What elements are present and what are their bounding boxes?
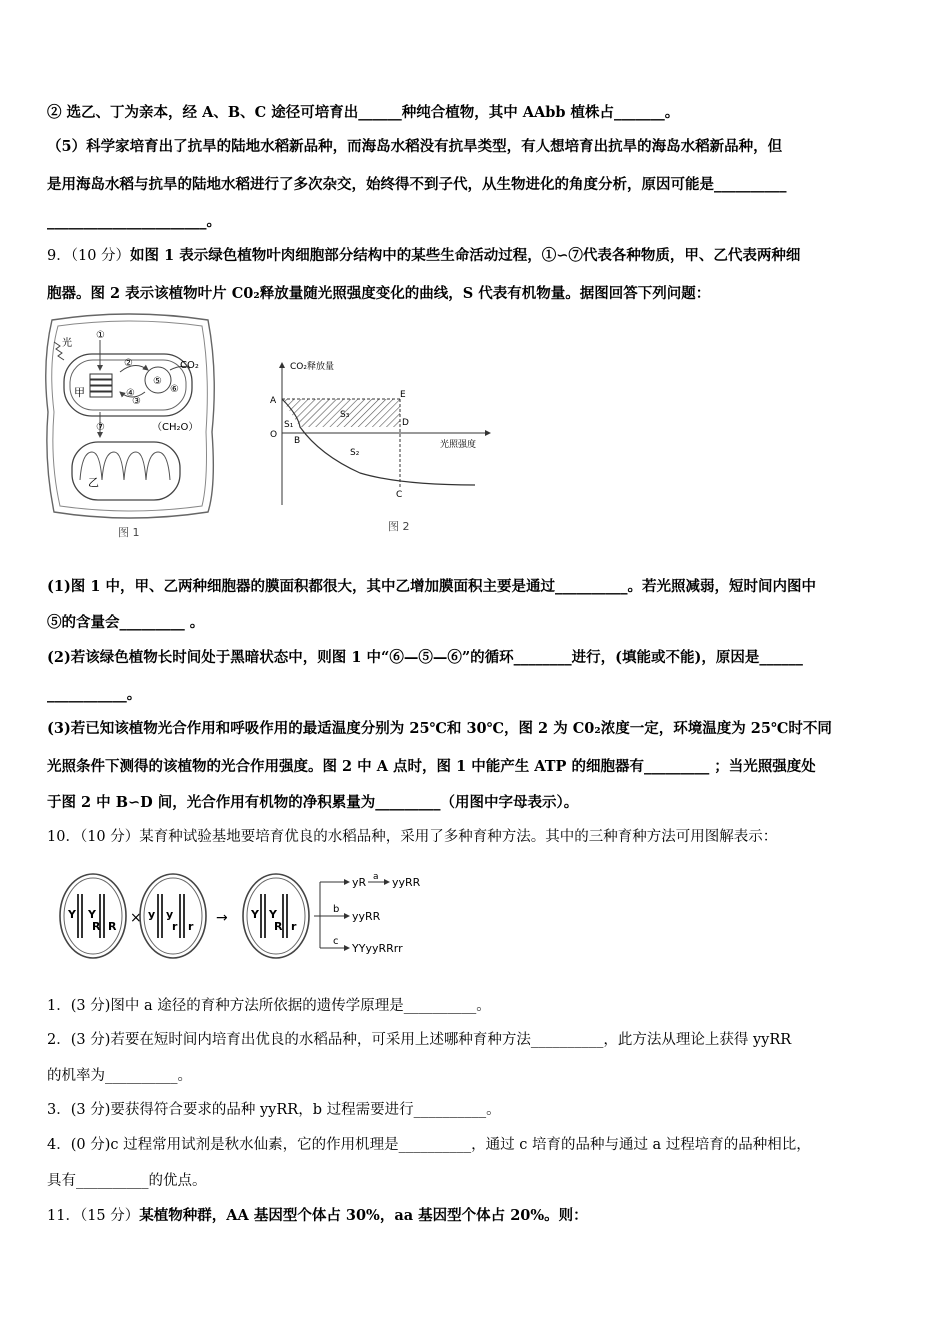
- label-6: ⑥: [170, 384, 179, 395]
- genotype-YYyyRRrr: YYyyRRrr: [352, 942, 403, 955]
- allele-R: R: [92, 920, 101, 933]
- allele-Y: Y: [251, 908, 259, 921]
- allele-y: y: [148, 908, 156, 921]
- area-S1: S₁: [284, 420, 294, 430]
- point-O: O: [270, 430, 278, 440]
- arrow-to-f1: →: [216, 910, 228, 926]
- allele-y: y: [166, 908, 174, 921]
- text-line: ② 选乙、丁为亲本，经 A、B、C 途径可培育出______种纯合植物，其中 AAbb 植株占_______。: [47, 104, 680, 121]
- question-9-stem: [47, 246, 800, 266]
- question-10-part-3: 3．(3 分)要获得符合要求的品种 yyRR，b 过程需要进行__________。: [47, 1102, 501, 1118]
- text-line: ⑤的含量会_________ 。: [47, 614, 205, 631]
- figure-1-cell-diagram: [40, 312, 220, 542]
- path-b-label: b: [333, 904, 340, 915]
- genotype-yyRR: yyRR: [392, 876, 421, 889]
- text-line: ______________________。: [47, 213, 221, 230]
- label-7: ⑦: [96, 422, 105, 433]
- y-axis-label: CO₂释放量: [290, 362, 334, 372]
- text-line: 光照条件下测得的该植物的光合作用强度。图 2 中 A 点时，图 1 中能产生 ATP 的细胞器有_________ ；当光照强度处: [47, 758, 816, 775]
- allele-Y: Y: [88, 908, 96, 921]
- text-line: (3)若已知该植物光合作用和呼吸作用的最适温度分别为 25℃和 30℃，图 2 为 C0₂浓度一定，环境温度为 25℃时不同: [47, 720, 832, 737]
- figure-2-caption: 图 2: [388, 520, 410, 533]
- genotype-yyRR: yyRR: [352, 910, 381, 923]
- jia-label: 甲: [74, 386, 85, 399]
- text-line: 的机率为__________。: [47, 1068, 192, 1084]
- allele-Y: Y: [68, 908, 76, 921]
- text-line: (2)若该绿色植物长时间处于黑暗状态中，则图 1 中“⑥—⑤—⑥”的循环________进行，(填能或不能)，原因是______: [47, 649, 803, 666]
- label-2: ②: [124, 358, 133, 369]
- point-D: D: [402, 418, 409, 428]
- text-line: (1)图 1 中，甲、乙两种细胞器的膜面积都很大，其中乙增加膜面积主要是通过__________。若光照减弱，短时间内图中: [47, 578, 816, 595]
- area-S2: S₂: [350, 448, 360, 458]
- x-axis-label: 光照强度: [440, 440, 477, 450]
- light-label: 光: [62, 338, 72, 349]
- question-11-stem: [47, 1206, 588, 1226]
- cross-symbol: ×: [130, 910, 142, 926]
- figure-3-breeding-diagram: [58, 868, 438, 968]
- question-10-stem: 10．（10 分）某育种试验基地要培育优良的水稻品种，采用了多种育种方法。其中的三种育种方法可用图解表示：: [47, 829, 778, 845]
- path-c-label: c: [333, 936, 339, 947]
- text-line: （5）科学家培育出了抗旱的陆地水稻新品种，而海岛水稻没有抗旱类型，有人想培育出抗旱的海岛水稻新品种，但: [47, 138, 783, 155]
- allele-y: Y: [269, 908, 277, 921]
- point-E: E: [400, 390, 406, 400]
- question-text: 某植物种群，AA 基因型个体占 30%，aa 基因型个体占 20%。则：: [139, 1207, 588, 1224]
- label-1: ①: [96, 330, 105, 341]
- allele-R: R: [274, 920, 283, 933]
- allele-r: r: [291, 920, 297, 933]
- label-5: ⑤: [153, 376, 162, 387]
- ch2o-label: （CH₂O）: [152, 422, 199, 433]
- label-4: ④: [126, 388, 135, 399]
- text-line: 具有__________的优点。: [47, 1173, 207, 1189]
- point-A: A: [270, 396, 277, 406]
- label-3: ③: [132, 396, 141, 407]
- allele-R: R: [108, 920, 117, 933]
- allele-r: r: [172, 920, 178, 933]
- question-10-part-4: 4．(0 分)c 过程常用试剂是秋水仙素，它的作用机理是__________，通过 c 培育的品种与通过 a 过程培育的品种相比，: [47, 1137, 811, 1153]
- text-line: 胞器。图 2 表示该植物叶片 C0₂释放量随光照强度变化的曲线，S 代表有机物量。据图回答下列问题：: [47, 285, 711, 302]
- question-number: 11．（15 分）: [47, 1208, 140, 1224]
- area-S3: S₃: [340, 410, 350, 420]
- point-C: C: [396, 490, 403, 500]
- genotype-yR: yR: [352, 876, 367, 889]
- figure-2-co2-curve: [260, 355, 500, 540]
- question-10-part-2: 2．(3 分)若要在短时间内培育出优良的水稻品种，可采用上述哪种育种方法__________，此方法从理论上获得 yyRR: [47, 1032, 792, 1048]
- text-line: 于图 2 中 B∽D 间，光合作用有机物的净积累量为_________（用图中字母表示）。: [47, 794, 579, 811]
- path-a-label: a: [373, 872, 379, 882]
- point-B: B: [294, 436, 301, 446]
- allele-r: r: [188, 920, 194, 933]
- yi-label: 乙: [88, 476, 99, 489]
- question-10-part-1: 1．(3 分)图中 a 途径的育种方法所依据的遗传学原理是__________。: [47, 998, 491, 1014]
- question-number: 9．（10 分）: [47, 248, 131, 264]
- co2-label: CO₂: [180, 360, 199, 371]
- question-text: 如图 1 表示绿色植物叶肉细胞部分结构中的某些生命活动过程，①∽⑦代表各种物质，甲、乙代表两种细: [130, 247, 801, 264]
- figure-1-caption: 图 1: [118, 526, 140, 539]
- text-line: 是用海岛水稻与抗旱的陆地水稻进行了多次杂交，始终得不到子代，从生物进化的角度分析，原因可能是__________: [47, 176, 787, 193]
- text-line: ___________。: [47, 686, 142, 703]
